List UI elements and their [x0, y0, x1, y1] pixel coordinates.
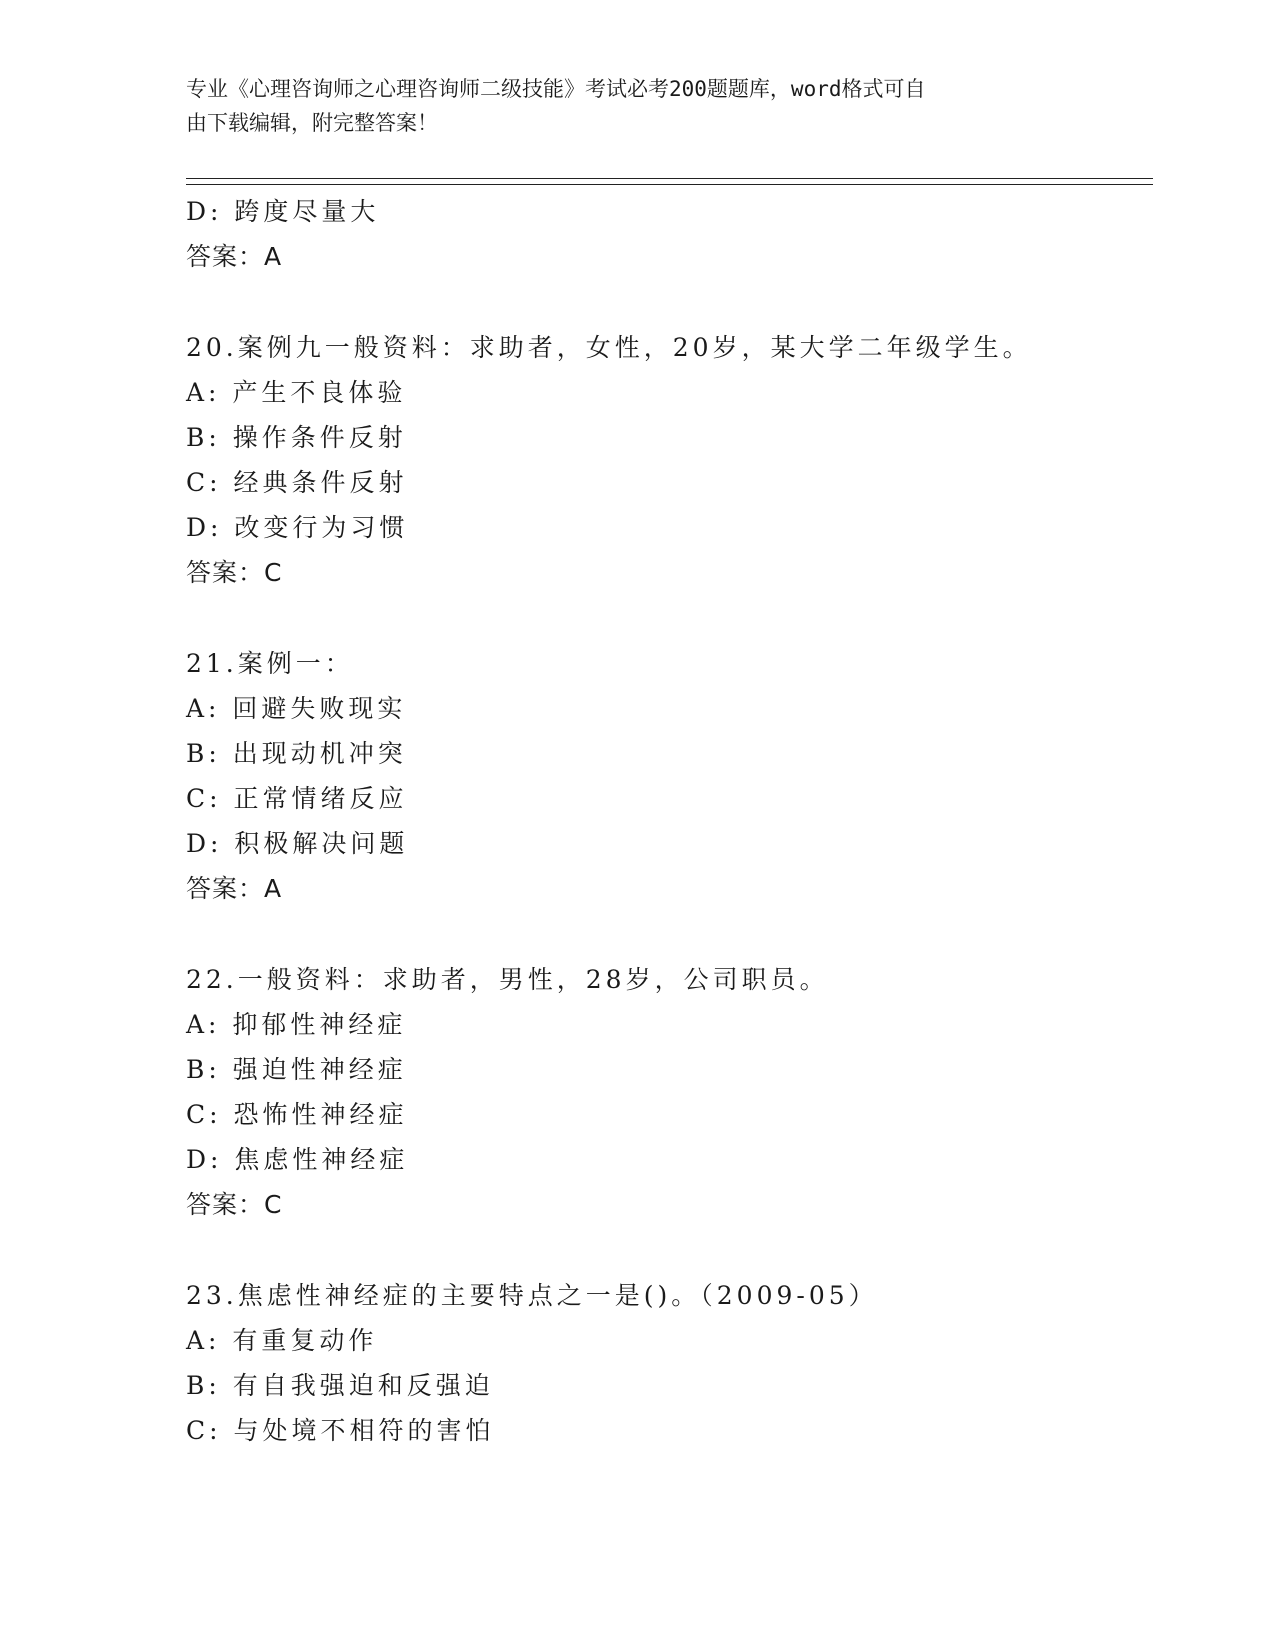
- option-line: D: 跨度尽量大: [186, 197, 380, 226]
- option-line: B: 操作条件反射: [186, 423, 407, 452]
- option-line: B: 出现动机冲突: [186, 739, 407, 768]
- option-line: C: 正常情绪反应: [186, 784, 408, 813]
- option-line: C: 恐怖性神经症: [186, 1100, 408, 1129]
- answer-line: 答案：A: [186, 874, 283, 903]
- header-line-1: 专业《心理咨询师之心理咨询师二级技能》考试必考200题题库，word格式可自: [186, 77, 926, 101]
- answer-line: 答案：C: [186, 558, 283, 587]
- question-stem: 20.案例九一般资料：求助者，女性，20岁，某大学二年级学生。: [186, 333, 1032, 362]
- header-line-2: 由下载编辑，附完整答案！: [186, 111, 438, 135]
- option-line: C: 经典条件反射: [186, 468, 408, 497]
- option-line: D: 改变行为习惯: [186, 513, 409, 542]
- answer-line: 答案：A: [186, 242, 283, 271]
- answer-line: 答案：C: [186, 1190, 283, 1219]
- header-rule-top: [186, 178, 1153, 179]
- option-line: B: 强迫性神经症: [186, 1055, 407, 1084]
- option-line: D: 焦虑性神经症: [186, 1145, 409, 1174]
- option-line: A: 有重复动作: [186, 1326, 378, 1355]
- document-header: [186, 72, 1066, 140]
- option-line: A: 抑郁性神经症: [186, 1010, 407, 1039]
- option-line: B: 有自我强迫和反强迫: [186, 1371, 494, 1400]
- question-stem: 22.一般资料：求助者，男性，28岁，公司职员。: [186, 965, 829, 994]
- option-line: A: 产生不良体验: [186, 378, 407, 407]
- header-rule-bottom: [186, 184, 1153, 185]
- question-stem: 21.案例一：: [186, 649, 354, 678]
- option-line: C: 与处境不相符的害怕: [186, 1416, 495, 1445]
- option-line: D: 积极解决问题: [186, 829, 409, 858]
- option-line: A: 回避失败现实: [186, 694, 407, 723]
- question-stem: 23.焦虑性神经症的主要特点之一是()。（2009-05）: [186, 1281, 878, 1310]
